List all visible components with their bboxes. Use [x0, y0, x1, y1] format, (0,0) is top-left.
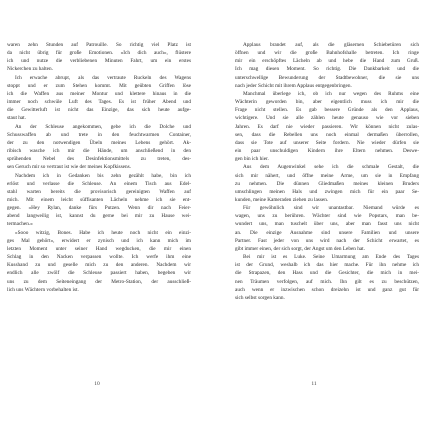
text-line: wagen, uns zu berühren. Wächter sind wie Popstars, man be-: [235, 213, 419, 220]
text-line: öffnen und wir die große Bahnhofshalle betreten. Ich ringe: [235, 50, 419, 57]
text-line: nach jeder Schicht mit ihrem Applaus entgegenbringen.: [235, 82, 352, 89]
text-line: die Gewitterluft ist nicht das Einzige, das sich heute aufge-: [7, 107, 191, 114]
text-line: dass sie Tote auf unserer Seite fordern. Nie wieder dürfen sie: [235, 139, 419, 146]
text-line: ist der Grund, weshalb ich das hier mache. Für ihn nehme ich: [235, 262, 419, 269]
text-line: wichtigere. Und sie alle zählen heute genauso wie vor sieben: [235, 115, 419, 122]
text-line: Manchmal überlege ich, ob ich nur wegen des Ruhms eine: [243, 90, 419, 97]
text-line: ich die Waffen aus meiner Montur und klettere hinaus in die: [7, 90, 191, 97]
text-line: Schusswaffen ab und trete in den feuchtwarmen Container,: [7, 131, 191, 138]
text-line: stahl warten bereits die provisorisch gereinigten Waffen auf: [7, 188, 191, 195]
text-line: Aus dem Augenwinkel sehe ich die schmale Gestalt, die: [243, 164, 419, 171]
text-line: an. Die einzige Ausnahme sind unsere Familien und unsere: [235, 229, 419, 236]
text-line: termachen.«: [7, 221, 33, 228]
text-line: kunden, meine Kameraden ziehen zu lassen.: [235, 196, 329, 203]
text-line: Applaus brandet auf, als die gläsernen Schiebetüren sich: [243, 42, 419, 48]
text-line: sich selbst sorgen kann.: [235, 294, 285, 301]
text-line: uns zu dem Seiteneingang der Metro-Station, der ausschließ-: [7, 278, 191, 285]
text-line: abend langweilig ist, kannst du gerne bei mir zu Hause wei-: [7, 213, 191, 220]
text-line: unterschwellige Bewunderung der Stadtbewohner, die sie uns: [235, 74, 419, 81]
text-line: Ich erwache abrupt, als das vertraute Ruckeln des Wagens: [15, 74, 191, 81]
text-line: lich uns Wächtern vorbehalten ist.: [7, 286, 79, 293]
text-line: sich mir nähert, und öffne meine Arme, um sie in Empfang: [235, 172, 419, 179]
text-line: umschlingen meinen Hals und zwingen mich für ein paar Se-: [235, 188, 419, 195]
paragraph: [7, 123, 191, 172]
left-page-number: 10: [94, 381, 100, 387]
text-line: An der Schleuse angekommen, gebe ich die Dolche und: [15, 123, 191, 130]
text-line: die Strapazen, den Hass und die Gesichter, die mich in mei-: [235, 270, 419, 277]
right-page-number: 11: [311, 381, 317, 387]
paragraph: [235, 163, 419, 204]
text-line: mich. Mit einem leicht süffisanten Lächeln nehme ich sie ent-: [7, 196, 191, 203]
paragraph: [7, 172, 191, 229]
paragraph: [7, 74, 191, 123]
paragraph: [235, 253, 419, 302]
paragraph: [235, 90, 419, 163]
text-line: wundert uns, man tuschelt über uns, aber man fasst uns nicht: [235, 221, 419, 228]
text-line: staut hat.: [7, 115, 26, 122]
text-line: stoppt und er zum Stehen kommt. Mit geübten Griffen löse: [7, 82, 191, 89]
text-line: ein paar unschuldigen Kindern ihre Eltern nehmen. Deswe-: [235, 148, 419, 155]
text-line: waren zehn Stunden auf Patrouille. So richtig viel Platz ist: [7, 42, 191, 48]
text-line: Bei mir ist es Luke. Seine Umarmung am Ende des Tages: [243, 254, 419, 261]
text-line: da nicht übrig für große Emotionen. »Ich dich auch«, flüstere: [7, 50, 191, 57]
text-line: Ich mag diesen Moment. So richtig. Die Dankbarkeit und die: [235, 66, 419, 73]
left-page: [7, 41, 191, 371]
paragraph: [235, 41, 419, 90]
text-line: Wächterin geworden bin, aber eigentlich muss ich mir die: [235, 99, 419, 106]
text-line: mir ein erschöpftes Lächeln ab und hebe die Hand zum Gruß.: [235, 58, 419, 65]
text-line: immer noch schwüle Luft des Tages. Es ist früher Abend und: [7, 99, 191, 106]
text-line: sen Geruch mir so vertraut ist wie der meines Kopfkissens.: [7, 164, 131, 171]
text-line: sprühenden Nebel des Desinfektionsmittels zu treten, des-: [7, 156, 191, 163]
text-line: Jahren. Es darf nie wieder passieren. Wir können nicht zulas-: [235, 123, 419, 130]
text-line: gegen. »Hey Rylan, danke fürs Putzen. Wenn dir nach Feier-: [7, 205, 191, 212]
text-line: endlich alle zwölf die Schleuse passiert haben, begeben wir: [7, 270, 191, 277]
paragraph: [7, 229, 191, 294]
text-line: Partner. Fast jeder von uns wird nach der Schicht erwartet, es: [235, 237, 419, 244]
paragraph: [235, 204, 419, 253]
text-line: auch wenn er inzwischen schon dreizehn ist und ganz gut für: [235, 286, 419, 293]
text-line: ich und nutze die verbliebenen Minuten Fahrt, um ein erstes: [7, 58, 191, 65]
text-line: Kusshand zu und geselle mich zu den anderen. Nachdem wir: [7, 262, 191, 269]
text-line: ges Mal gehört«, erwidert er zynisch und ich kann mich im: [7, 237, 191, 244]
text-line: Für gewöhnlich sind wir unantastbar. Niemand würde es: [243, 205, 419, 212]
text-line: sen, dass die Rebellen uns noch einmal dermaßen überrollen,: [235, 131, 419, 138]
text-line: zu nehmen. Die dünnen Gliedmaßen meines kleinen Bruders: [235, 180, 419, 187]
text-line: Schlag in den Nacken verpassen wollte. Ich werfe ihm eine: [7, 254, 191, 261]
text-line: der zu den notwendigen Übeln meines Lebens gehört. Ak-: [7, 139, 191, 146]
text-line: nen Träumen verfolgen, auf mich. Ihn gilt es zu beschützen,: [235, 278, 419, 285]
text-line: ribisch wasche ich mir die Hände, um anschließend in den: [7, 148, 191, 155]
text-line: gen bin ich hier.: [235, 156, 269, 163]
right-page: [235, 41, 419, 371]
text-line: gibt immer einen, der sich sorgt, der Angst um den Leben hat.: [235, 245, 365, 252]
text-line: letzten Moment unter seiner Hand wegducken, die mir einen: [7, 245, 191, 252]
text-line: Frage nicht stellen. Es gab bessere Gründe als den Applaus,: [235, 107, 419, 114]
paragraph: [7, 41, 191, 74]
text-line: Nachdem ich in Gedanken bis zehn gezählt habe, bin ich: [15, 172, 191, 179]
text-line: »Sooo witzig, Bones. Habe ich heute noch nicht ein einzi-: [15, 229, 191, 236]
text-line: Nickerchen zu halten.: [7, 66, 53, 73]
text-line: erlöst und verlasse die Schleuse. An einem Tisch aus Edel-: [7, 180, 191, 187]
